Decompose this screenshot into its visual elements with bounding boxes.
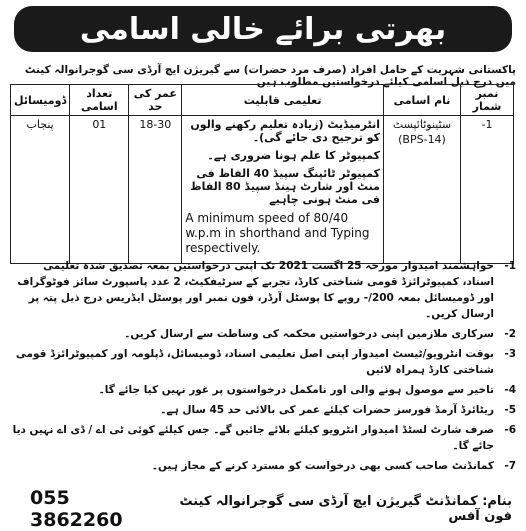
cell-count: 01: [70, 116, 129, 264]
cell-age: 18-30: [129, 116, 182, 264]
condition-number: 7-: [504, 460, 516, 472]
qualification-line-2: کمپیوٹر کا علم ہونا ضروری ہے۔: [207, 149, 380, 162]
qualification-line-1: انٹرمیڈیٹ (زیادہ تعلیم رکھنے والوں کو ترجیح دی جائے گی)۔: [190, 118, 380, 144]
condition-text: صرف شارٹ لسٹڈ امیدوار انٹرویو کیلئے بلائے جائیں گے۔ جس کیلئے کوئی ٹی اے / ڈی اے نہیں دیا جائے گا۔: [12, 424, 494, 452]
banner-title: بھرتی برائے خالی اسامی: [79, 11, 447, 47]
header-age: عمر کی حد: [129, 85, 182, 116]
condition-number: 3-: [504, 348, 516, 360]
title-banner: [14, 6, 512, 52]
header-post: نام اسامی: [384, 85, 461, 116]
condition-text: ریٹائرڈ آرمڈ فورسز حضرات کیلئے عمر کی بالائی حد 45 سال ہے۔: [160, 404, 494, 416]
list-item: [8, 402, 516, 418]
condition-text: بوقت انٹرویو/ٹیسٹ امیدوار اپنی اصل تعلیمی اسناد، ڈومیسائل، ڈپلومہ اور کمپیوٹرائزڈ قومی شناختی کارڈ ہمراہ لائیں: [15, 348, 494, 376]
condition-number: 1-: [504, 260, 516, 272]
header-count: تعداد اسامی: [70, 85, 129, 116]
qualification-line-3: کمپیوٹر ٹائپنگ سپیڈ 40 الفاظ فی منٹ اور شارٹ ہینڈ سپیڈ 80 الفاظ فی منٹ ہونی چاہیے: [190, 167, 380, 206]
condition-number: 6-: [504, 424, 516, 436]
cell-qualification: [182, 116, 384, 264]
cell-post: [384, 116, 461, 264]
list-item: [8, 458, 516, 474]
intro-text: پاکستانی شہریت کے حامل افراد (صرف مرد حضرات) سے گیریژن ایچ آرڈی سی گوجرانوالہ کینٹ میں درج ذیل اسامی کیلئے درخواستیں مطلوب ہیں: [24, 64, 516, 88]
post-name-urdu: سٹینوٹائپسٹ: [392, 118, 452, 131]
office-phone: 055 3862260: [30, 487, 123, 531]
list-item: [8, 422, 516, 454]
conditions-list: [8, 258, 516, 478]
cell-serial: 1-: [461, 116, 514, 264]
header-serial: نمبر شمار: [461, 85, 514, 116]
list-item: [8, 258, 516, 322]
condition-text: تاخیر سے موصول ہونے والی اور نامکمل درخواستوں پر غور نہیں کیا جائے گا۔: [98, 384, 494, 396]
condition-number: 5-: [504, 404, 516, 416]
mailing-address: بنام: کمانڈنٹ گیریژن ایچ آرڈی سی گوجرانوالہ کینٹ فون آفس: [179, 494, 512, 524]
post-scale: (BPS-14): [398, 133, 446, 146]
vacancy-table: [10, 84, 514, 264]
condition-text: خواہشمند امیدوار مورخہ 25 اگست 2021 تک اپنی درخواستیں بمعہ تصدیق شدہ تعلیمی اسناد، کمپیوٹرائزڈ قومی شناختی کارڈ، تجربے کے سرٹیفکیٹ، 2 عدد پاسپورٹ سائز فوٹوگراف اور ڈومیسائل بمعہ 200/- روپے کا پوسٹل آرڈر، فون نمبر اور پوسٹل ایڈریس درج ذیل پتہ پر ارسال کریں۔: [17, 260, 494, 320]
header-qualification: تعلیمی قابلیت: [182, 85, 384, 116]
condition-text: کمانڈنٹ صاحب کسی بھی درخواست کو مسترد کرنے کے مجاز ہیں۔: [151, 460, 494, 472]
qualification-english: A minimum speed of 80/40 w.p.m in shorthand and Typing respectively.: [185, 211, 370, 255]
table-header-row: [11, 85, 514, 116]
cell-domicile: پنجاب: [11, 116, 70, 264]
list-item: [8, 346, 516, 378]
table-row: [11, 116, 514, 264]
list-item: [8, 326, 516, 342]
condition-number: 4-: [504, 384, 516, 396]
list-item: [8, 382, 516, 398]
condition-number: 2-: [504, 328, 516, 340]
header-domicile: ڈومیسائل: [11, 85, 70, 116]
footer: [30, 487, 512, 531]
condition-text: سرکاری ملازمین اپنی درخواستیں محکمہ کی وساطت سے ارسال کریں۔: [124, 328, 494, 340]
